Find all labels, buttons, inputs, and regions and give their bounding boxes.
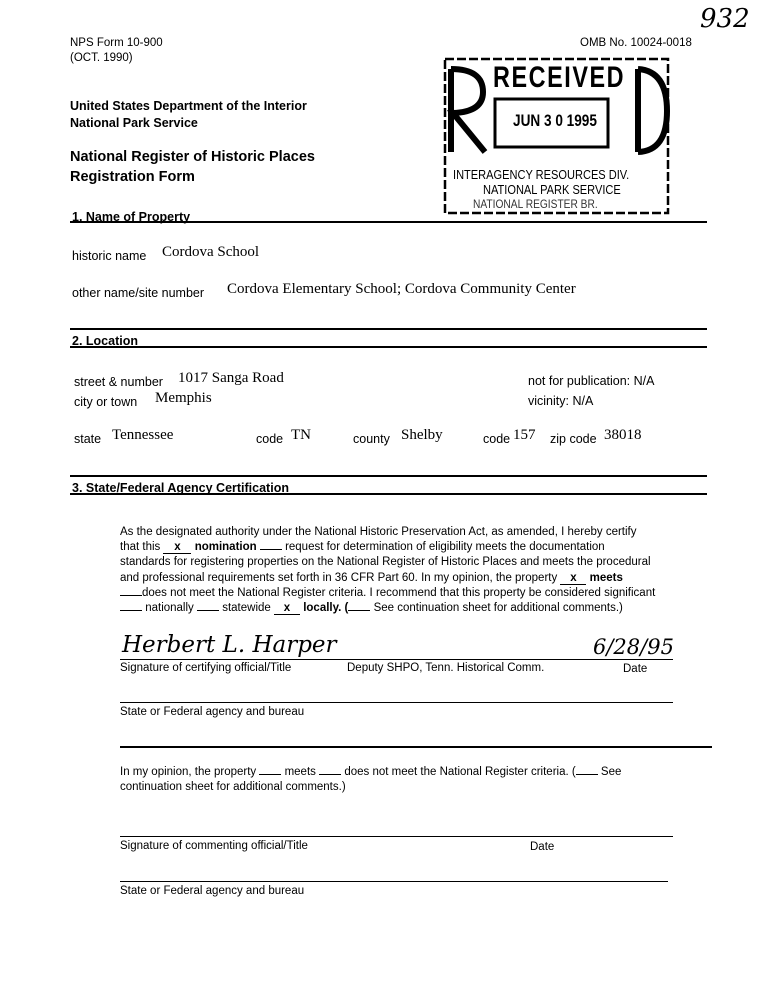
certification-paragraph — [120, 525, 655, 616]
stamp-line1: INTERAGENCY RESOURCES DIV. — [453, 167, 630, 182]
form-title-line1: National Register of Historic Places — [70, 149, 315, 165]
zip-label: zip code — [550, 432, 597, 446]
section3-top-rule — [70, 475, 707, 477]
cert-line-2: that this x nomination request for determination of eligibility meets the documentation — [120, 541, 605, 554]
city-label: city or town — [74, 395, 138, 409]
historic-name-label: historic name — [72, 249, 147, 263]
opinion-line-2: continuation sheet for additional comments.) — [120, 781, 346, 794]
cert-line-6: nationally statewide x locally. ( See continuation sheet for additional comments.) — [120, 601, 655, 616]
stamp-line2: NATIONAL PARK SERVICE — [483, 182, 621, 197]
stamp-received-text: RECEIVED — [493, 61, 626, 94]
section2-title: 2. Location — [72, 334, 138, 348]
historic-name-value: Cordova School — [162, 244, 260, 260]
meets-check: x — [560, 573, 586, 585]
section3-divider — [120, 746, 712, 748]
signature-date-label: Date — [623, 663, 648, 675]
agency-line-2 — [120, 881, 668, 882]
other-name-value: Cordova Elementary School; Cordova Community Center — [227, 281, 576, 297]
county-code-label: code — [483, 432, 511, 446]
state-label: state — [74, 432, 102, 446]
handwritten-date: 6/28/95 — [593, 635, 674, 659]
section1-title: 1. Name of Property — [72, 210, 191, 224]
county-value: Shelby — [401, 427, 443, 443]
handwritten-number: 932 — [700, 4, 750, 34]
vicinity: vicinity: N/A — [528, 394, 594, 408]
handwritten-signature: Herbert L. Harper — [122, 632, 337, 658]
state-code-label: code — [256, 432, 284, 446]
cert-line-4: and professional requirements set forth in 36 CFR Part 60. In my opinion, the property x meets — [120, 571, 623, 584]
stamp-date: JUN 3 0 1995 — [513, 111, 597, 130]
agency-line — [120, 702, 673, 703]
nomination-check: x — [163, 542, 191, 554]
cert-line-3: standards for registering properties on the National Register of Historic Places and meets the procedural — [120, 556, 651, 569]
form-id-line2: (OCT. 1990) — [70, 52, 133, 64]
county-code-value: 157 — [513, 427, 536, 443]
opinion-paragraph — [120, 765, 621, 795]
locally-check: x — [274, 603, 300, 615]
opinion-line-1: In my opinion, the property meets does not meet the National Register criteria. ( See — [120, 766, 622, 778]
not-for-publication: not for publication: N/A — [528, 374, 655, 388]
form-title-line2: Registration Form — [70, 169, 195, 185]
section2-top-rule — [70, 328, 707, 330]
comment-signature-label: Signature of commenting official/Title — [120, 840, 308, 852]
omb-number: OMB No. 10024-0018 — [580, 37, 692, 49]
agency-label-2: State or Federal agency and bureau — [120, 885, 305, 897]
agency-line2: National Park Service — [70, 116, 198, 130]
comment-signature-line — [120, 836, 673, 837]
stamp-line3: NATIONAL REGISTER BR. — [473, 197, 598, 211]
street-value: 1017 Sanga Road — [178, 370, 284, 386]
agency-label: State or Federal agency and bureau — [120, 706, 305, 718]
section3-title: 3. State/Federal Agency Certification — [72, 481, 289, 495]
city-value: Memphis — [155, 390, 212, 406]
agency-line1: United States Department of the Interior — [70, 99, 307, 113]
county-label: county — [353, 432, 390, 446]
cert-line-5: does not meet the National Register criteria. I recommend that this property be considered significant — [120, 586, 655, 601]
section2-rule — [70, 346, 707, 348]
form-id-line1: NPS Form 10-900 — [70, 37, 163, 49]
state-code-value: TN — [291, 427, 311, 443]
signature-label: Signature of certifying official/Title — [120, 662, 292, 674]
street-label: street & number — [74, 375, 163, 389]
zip-value: 38018 — [604, 427, 642, 443]
signature-line — [120, 659, 673, 660]
comment-date-label: Date — [530, 841, 555, 853]
signature-title: Deputy SHPO, Tenn. Historical Comm. — [347, 662, 545, 674]
other-name-label: other name/site number — [72, 286, 205, 300]
cert-line-1: As the designated authority under the National Historic Preservation Act, as amended, I hereby certify — [120, 526, 637, 538]
state-value: Tennessee — [112, 427, 174, 443]
received-stamp — [443, 57, 670, 215]
